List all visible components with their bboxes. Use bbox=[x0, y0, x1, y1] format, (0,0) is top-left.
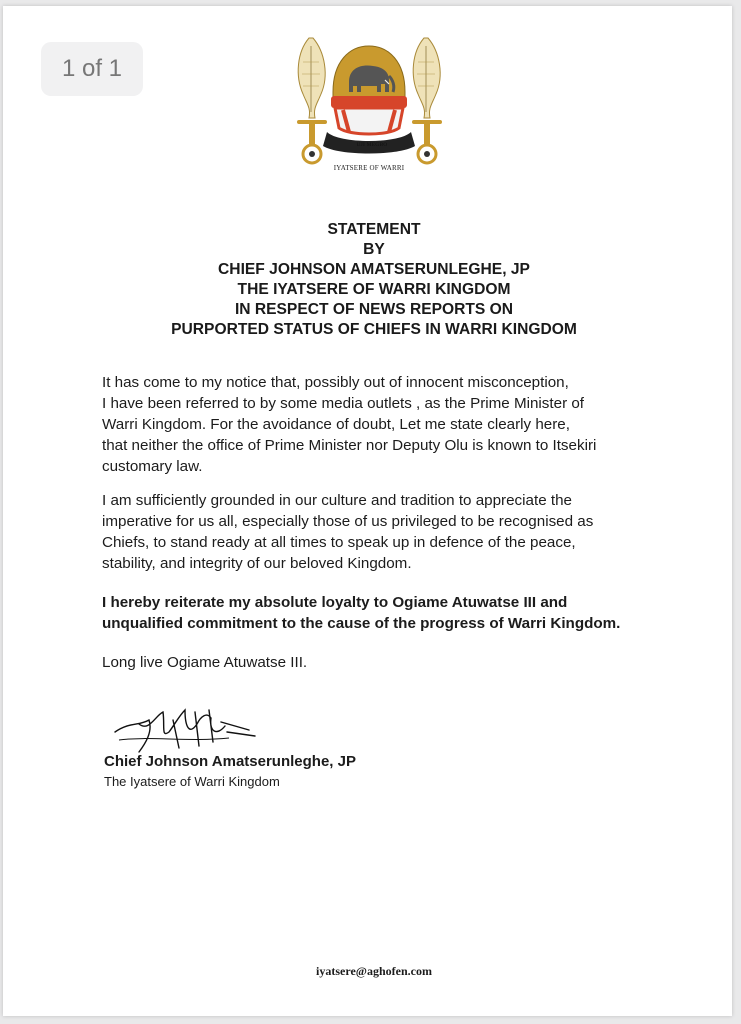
text-line: It has come to my notice that, possibly out of innocent misconception, bbox=[102, 374, 569, 391]
text-line: I have been referred to by some media outlets , as the Prime Minister of bbox=[102, 395, 585, 412]
signer-title: The Iyatsere of Warri Kingdom bbox=[104, 774, 280, 789]
document-page bbox=[3, 6, 732, 1016]
ceremonial-sword-icon bbox=[412, 38, 442, 163]
shield-icon bbox=[331, 46, 407, 134]
heading-line: BY bbox=[363, 241, 385, 258]
heading-line: PURPORTED STATUS OF CHIEFS IN WARRI KINGDOM bbox=[171, 321, 577, 338]
text-line: I hereby reiterate my absolute loyalty to Ogiame Atuwatse III and bbox=[102, 594, 568, 611]
statement-heading bbox=[83, 220, 665, 340]
paragraph-1 bbox=[102, 372, 662, 477]
text-line: customary law. bbox=[102, 458, 203, 475]
footer-email[interactable]: iyatsere@aghofen.com bbox=[316, 964, 432, 978]
heading-line: CHIEF JOHNSON AMATSERUNLEGHE, JP bbox=[218, 261, 530, 278]
heading-line: IN RESPECT OF NEWS REPORTS ON bbox=[234, 301, 514, 318]
crest-motto: UJI MEGBO bbox=[356, 142, 388, 148]
text-line: Long live Ogiame Atuwatse III. bbox=[102, 654, 308, 671]
crest-caption: IYATSERE OF WARRI bbox=[333, 164, 405, 172]
crest-logo bbox=[289, 32, 449, 182]
text-line: I am sufficiently grounded in our culture and tradition to appreciate the bbox=[102, 492, 572, 509]
paragraph-3 bbox=[102, 592, 662, 634]
paragraph-4 bbox=[102, 652, 662, 673]
heading-line: STATEMENT bbox=[327, 221, 421, 238]
signer-name: Chief Johnson Amatserunleghe, JP bbox=[104, 753, 356, 770]
text-line: unqualified commitment to the cause of the progress of Warri Kingdom. bbox=[102, 615, 621, 632]
page-counter: 1 of 1 bbox=[41, 42, 143, 96]
text-line: Warri Kingdom. For the avoidance of doubt, Let me state clearly here, bbox=[102, 416, 570, 433]
text-line: that neither the office of Prime Minister nor Deputy Olu is known to Itsekiri bbox=[102, 437, 597, 454]
heading-line: THE IYATSERE OF WARRI KINGDOM bbox=[237, 281, 511, 298]
text-line: stability, and integrity of our beloved Kingdom. bbox=[102, 555, 412, 572]
text-line: imperative for us all, especially those of us privileged to be recognised as bbox=[102, 513, 594, 530]
text-line: Chiefs, to stand ready at all times to speak up in defence of the peace, bbox=[102, 534, 576, 551]
paragraph-2 bbox=[102, 490, 662, 574]
ceremonial-sword-icon bbox=[297, 38, 327, 163]
